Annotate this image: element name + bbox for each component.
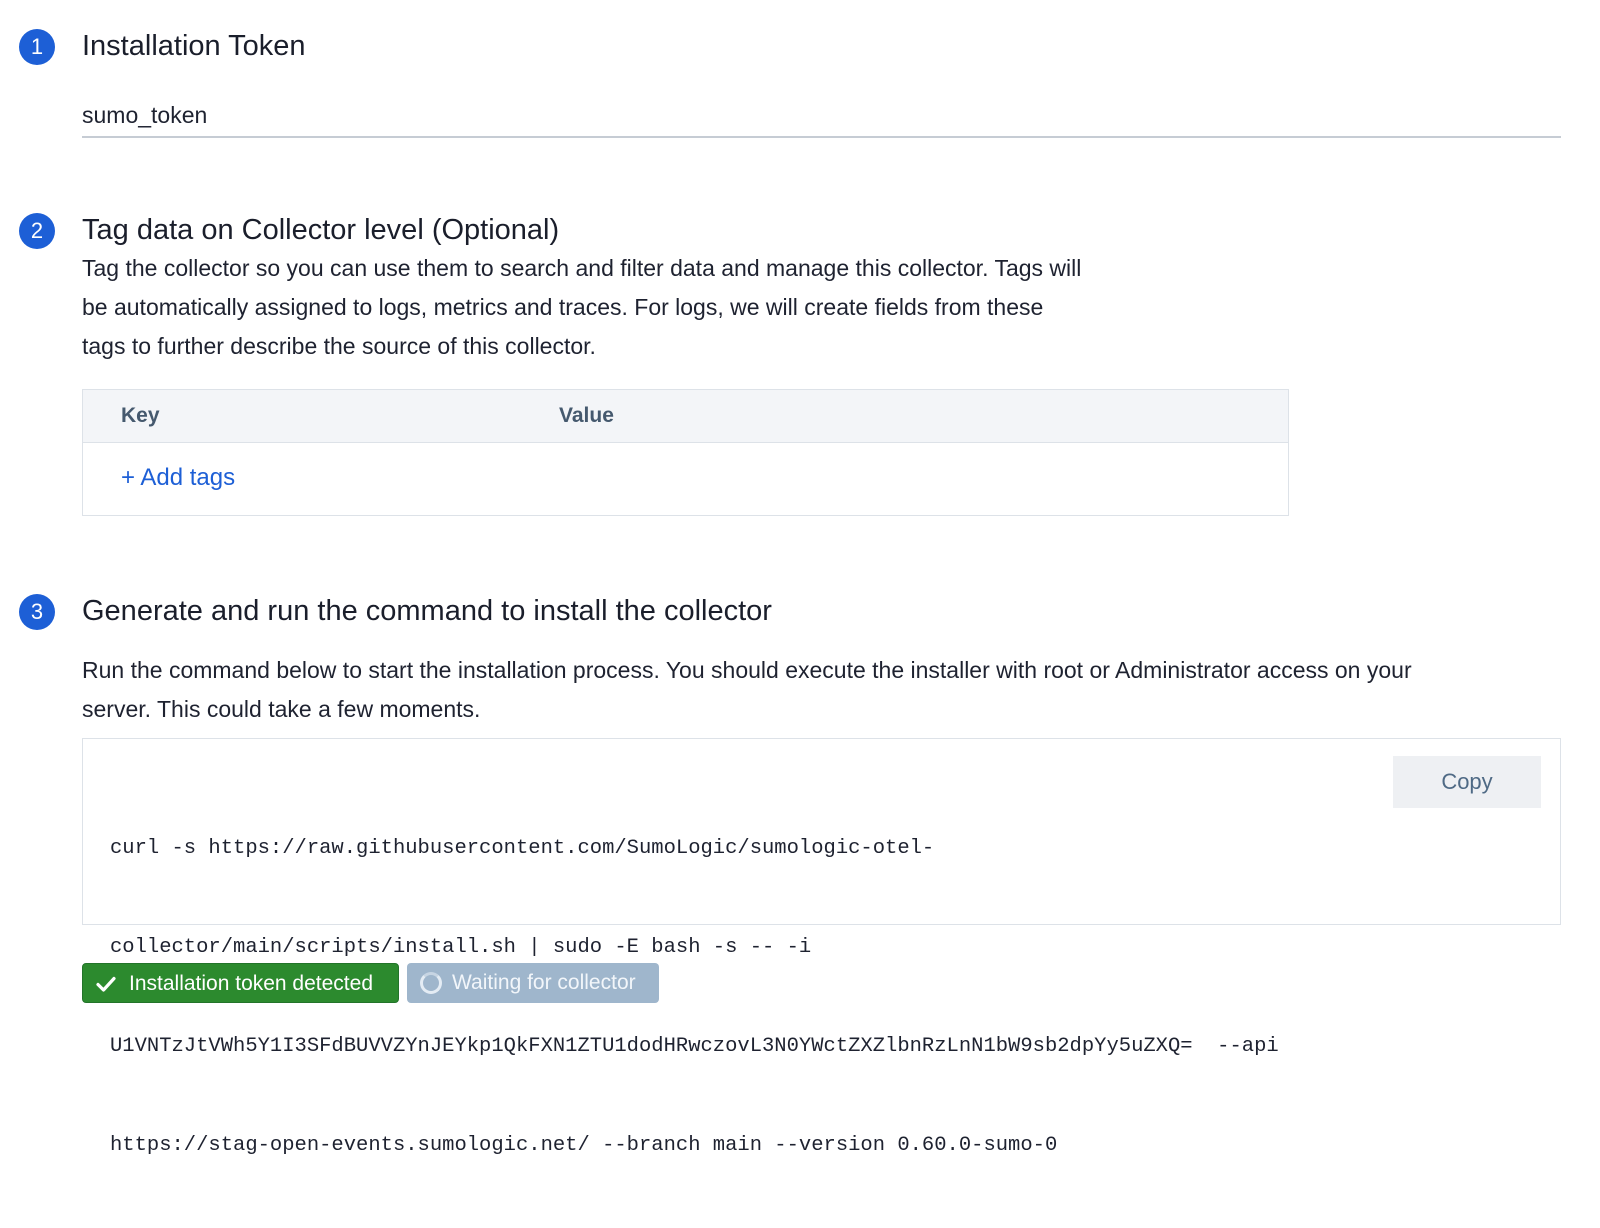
install-description-line: server. This could take a few moments. [82, 696, 481, 722]
token-detected-badge [82, 963, 399, 1003]
column-header-key: Key [121, 404, 160, 427]
token-detected-label: Installation token detected [129, 972, 374, 995]
tag-description-line: Tag the collector so you can use them to search and filter data and manage this collector. Tags will [82, 255, 1082, 281]
installation-token-input[interactable] [82, 94, 1561, 138]
command-line: curl -s https://raw.githubusercontent.com/SumoLogic/sumologic-otel- [110, 837, 935, 860]
tag-description-line: tags to further describe the source of this collector. [82, 333, 596, 359]
command-line: collector/main/scripts/install.sh | sudo -E bash -s -- -i [110, 936, 812, 959]
waiting-collector-badge [407, 963, 659, 1003]
command-line: https://stag-open-events.sumologic.net/ --branch main --version 0.60.0-sumo-0 [110, 1134, 1058, 1157]
step-2-number: 2 [19, 213, 55, 249]
command-line: U1VNTzJtVWh5Y1I3SFdBUVVZYnJEYkp1QkFXN1ZTU1dodHRwczovL3N0YWctZXZlbnRzLnN1bW9sb2dpYy5uZXQ= --api [110, 1035, 1279, 1058]
install-description-line: Run the command below to start the installation process. You should execute the installer with root or Administrator access on your [82, 657, 1412, 683]
step-2-title: Tag data on Collector level (Optional) [82, 214, 560, 246]
spinner-icon [420, 972, 442, 994]
tags-table-header [83, 390, 1288, 443]
step-3-title: Generate and run the command to install the collector [82, 595, 772, 627]
step-1-number: 1 [19, 29, 55, 65]
waiting-collector-label: Waiting for collector [452, 971, 636, 994]
column-header-value: Value [559, 404, 614, 427]
add-tags-link[interactable]: + Add tags [121, 464, 236, 491]
copy-button[interactable]: Copy [1393, 756, 1541, 808]
install-description [82, 651, 1412, 729]
step-3-number: 3 [19, 594, 55, 630]
tag-description [82, 249, 1081, 366]
step-1-title: Installation Token [82, 30, 306, 62]
check-icon [95, 973, 117, 995]
tags-table [82, 389, 1289, 516]
tag-description-line: be automatically assigned to logs, metrics and traces. For logs, we will create fields from these [82, 294, 1044, 320]
